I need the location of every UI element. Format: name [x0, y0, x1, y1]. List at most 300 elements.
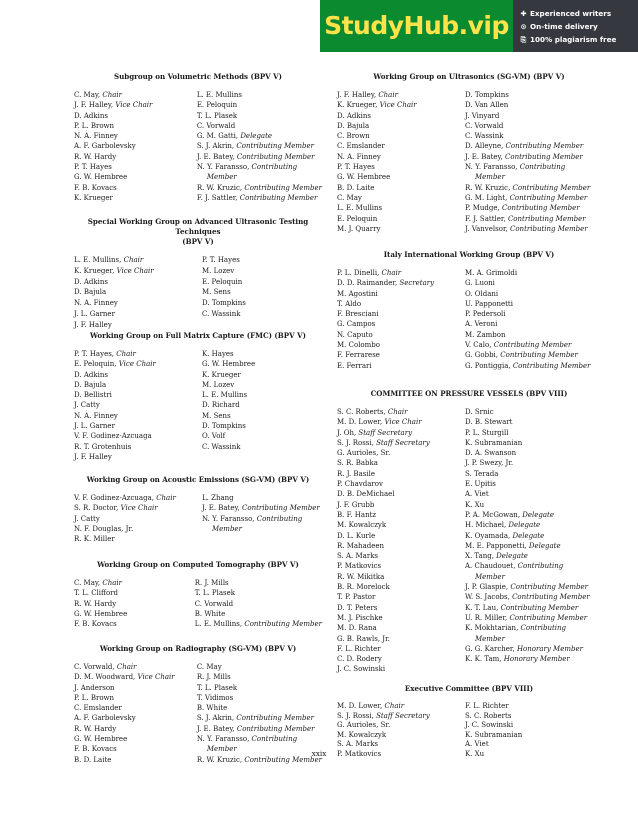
member-entry — [465, 361, 590, 371]
member-entry — [337, 193, 465, 203]
member-name: J. F. Halley — [74, 452, 112, 461]
member-entry — [74, 493, 202, 503]
member-name: J. F. Grubb — [337, 500, 375, 509]
member-name: M. Sens — [202, 411, 231, 420]
member-role: Member — [475, 634, 505, 643]
member-entry — [197, 734, 322, 744]
member-name: D. Tompkins — [202, 299, 246, 308]
member-role: Contributing Member — [236, 142, 315, 151]
member-name: G. Gobbi, — [465, 351, 501, 360]
section-ultrasonics — [337, 72, 601, 234]
member-name: C. Emslander — [74, 704, 122, 713]
member-entry — [74, 370, 202, 380]
member-name: S. R. Babka — [337, 459, 378, 468]
member-entry — [202, 359, 255, 369]
member-entry — [465, 438, 590, 448]
member-name: L. E. Mullins — [202, 391, 248, 400]
member-entry — [74, 111, 197, 121]
member-entry — [197, 713, 322, 723]
member-entry — [465, 417, 590, 427]
member-entry — [337, 361, 465, 371]
member-role: Delegate — [496, 552, 528, 561]
member-entry — [197, 683, 322, 693]
member-name: M. Lozev — [202, 380, 235, 389]
member-entry — [337, 289, 465, 299]
member-entry — [202, 349, 255, 359]
member-name: M. J. Quarry — [337, 224, 381, 233]
feature-plagiarism-free — [519, 35, 638, 45]
member-name: V. Calo, — [465, 341, 494, 350]
member-entry — [337, 531, 465, 541]
member-name: F. Bresciani — [337, 310, 379, 319]
member-name: T. L. Clifford — [74, 589, 119, 598]
member-entry — [74, 183, 197, 193]
member-role: Contributing Member — [500, 351, 578, 360]
member-name: J. F. Halley, — [74, 101, 116, 110]
member-entry — [465, 582, 590, 592]
member-name: C. Wassink — [202, 309, 241, 318]
member-entry — [337, 407, 465, 417]
member-role: Contributing Member — [493, 341, 572, 350]
member-role: Vice Chair — [384, 418, 422, 427]
member-entry — [337, 654, 465, 664]
member-entry — [74, 390, 202, 400]
member-role: Contributing Member — [512, 183, 591, 192]
member-name: R. T. Grotenhuis — [74, 442, 132, 451]
member-entry — [465, 500, 590, 510]
member-name: G. G. Karcher, — [465, 644, 517, 653]
member-name: G. B. Rawls, Jr. — [337, 634, 390, 643]
member-entry — [197, 662, 322, 672]
member-entry — [465, 90, 590, 100]
member-name: P. A. McGowan, — [465, 510, 523, 519]
member-name: T. Vidimos — [196, 693, 234, 702]
member-entry — [465, 448, 590, 458]
member-name: D. B. DeMichael — [337, 490, 395, 499]
member-name: R. K. Miller — [74, 535, 115, 544]
member-entry — [465, 214, 590, 224]
member-entry — [197, 141, 322, 151]
member-entry — [74, 131, 197, 141]
member-name: P. Matkovics — [337, 749, 382, 758]
member-name: M. Sens — [202, 288, 231, 297]
member-entry — [337, 603, 465, 613]
member-role: Contributing Member — [236, 724, 315, 733]
member-entry — [337, 489, 465, 499]
member-entry — [337, 520, 465, 530]
member-entry — [337, 417, 465, 427]
member-entry — [465, 330, 590, 340]
member-name: E. Upitis — [465, 480, 496, 489]
member-name: K. Krueger, — [74, 266, 117, 275]
member-entry — [74, 298, 202, 309]
member-entry — [74, 90, 197, 100]
member-name: F. B. Kovacs — [74, 745, 117, 754]
member-entry — [202, 493, 320, 503]
member-entry — [465, 121, 590, 131]
member-role: Delegate — [512, 531, 545, 540]
member-name: J. Catty — [74, 401, 100, 410]
member-entry — [465, 193, 590, 203]
member-entry — [202, 277, 246, 288]
member-name: K. Krueger — [74, 193, 113, 202]
member-name: R. W. Mikitka — [337, 572, 385, 581]
member-role: Delegate — [528, 541, 561, 550]
member-entry — [74, 724, 197, 734]
member-entry — [465, 721, 522, 731]
member-role: Contributing — [520, 624, 567, 633]
member-name: J. E. Batey, — [196, 724, 237, 733]
member-entry — [74, 672, 197, 682]
member-entry — [74, 141, 197, 151]
member-name: G. W. Hembree — [337, 173, 391, 182]
member-role: Vice Chair — [120, 504, 158, 513]
member-entry — [202, 255, 246, 266]
member-name: M. Kowalczyk — [337, 730, 387, 739]
member-entry — [74, 734, 197, 744]
member-column-2 — [202, 493, 320, 544]
member-entry — [465, 428, 590, 438]
member-role: Contributing — [519, 163, 566, 172]
member-entry — [74, 524, 202, 534]
member-name: C. May — [196, 663, 222, 671]
member-name: C. D. Rodery — [337, 655, 382, 664]
member-entry — [74, 431, 202, 441]
member-entry — [337, 664, 465, 674]
member-name: S. R. Doctor, — [74, 504, 121, 513]
member-name: U. R. Miller, — [465, 613, 510, 622]
member-role: Contributing Member — [509, 193, 588, 202]
member-entry — [465, 152, 590, 162]
member-entry — [465, 731, 522, 741]
member-name: S. Terada — [465, 469, 499, 478]
member-name: B. R. Morelock — [337, 583, 390, 592]
member-name: P. L. Brown — [74, 693, 115, 702]
section-title: Working Group on Acoustic Emissions (SG-VM) (BPV V) — [86, 475, 310, 484]
member-role: Contributing Member — [512, 361, 591, 370]
member-entry — [74, 442, 202, 452]
member-name: T. L. Plasek — [194, 589, 236, 598]
member-role: Chair — [387, 408, 408, 416]
member-role: Chair — [116, 663, 137, 671]
member-name: M. Agostini — [337, 289, 378, 298]
member-entry — [202, 370, 255, 380]
member-entry — [74, 152, 197, 162]
member-name: K. Krueger — [202, 370, 241, 379]
member-name: K. T. Lau, — [465, 603, 501, 612]
member-role: Vice Chair — [116, 266, 154, 275]
member-name: C. May, — [74, 91, 103, 99]
member-name: P. L. Sturgill — [465, 428, 509, 437]
member-role: Honorary Member — [516, 644, 583, 653]
section-volumetric-methods — [74, 72, 322, 203]
member-name: N. A. Finney — [337, 152, 381, 161]
member-entry — [337, 90, 465, 100]
member-entry — [195, 599, 322, 609]
member-entry — [337, 183, 465, 193]
member-column-1 — [74, 90, 197, 203]
member-entry — [337, 268, 465, 278]
section-italy-international — [337, 250, 601, 371]
member-entry — [465, 141, 590, 151]
section-acoustic-emissions — [74, 475, 322, 544]
feature-label: On-time delivery — [530, 22, 598, 31]
member-name: S. J. Rossi, — [337, 711, 377, 720]
section-radiography — [74, 644, 322, 765]
member-name: N. Y. Faransso, — [196, 735, 252, 744]
member-entry — [197, 672, 322, 682]
member-role: Contributing Member — [500, 603, 579, 612]
member-name: F. B. Kovacs — [74, 620, 117, 629]
member-role: Contributing — [251, 735, 298, 744]
member-entry — [465, 299, 590, 309]
member-role: Contributing Member — [244, 620, 322, 629]
member-role: Vice Chair — [115, 101, 153, 110]
member-name: K. Hayes — [202, 350, 234, 358]
member-name: F. Ferrarese — [337, 351, 380, 360]
member-entry — [74, 193, 197, 203]
member-name: G. Campos — [337, 320, 376, 329]
member-entry — [74, 100, 197, 110]
member-entry — [74, 162, 197, 172]
member-name: D. Bellistri — [74, 391, 112, 400]
member-entry — [337, 299, 465, 309]
member-name: R. J. Mills — [194, 579, 229, 587]
section-title: Working Group on Full Matrix Capture (FMC) (BPV V) — [90, 331, 306, 340]
member-name: J. L. Garner — [74, 309, 115, 318]
member-entry — [337, 121, 465, 131]
member-name: V. F. Godinez-Azcuaga — [74, 432, 152, 441]
member-name: J. L. Garner — [74, 422, 115, 431]
member-name: P. T. Hayes — [337, 163, 375, 172]
member-entry — [337, 350, 465, 360]
member-name: M. E. Papponetti, — [465, 541, 529, 550]
member-role: Staff Secretary — [376, 438, 430, 447]
member-entry — [337, 623, 465, 633]
member-name: J. Oh, — [337, 428, 359, 437]
member-name: P. Mudge, — [465, 204, 502, 213]
member-entry — [465, 592, 590, 602]
member-entry — [465, 510, 590, 520]
member-column-2 — [202, 255, 246, 331]
member-name: T. Aldo — [337, 299, 362, 308]
member-name: M. J. Pischke — [337, 613, 383, 622]
member-name: A. Chaudouet, — [465, 562, 518, 571]
member-role: Staff Secretary — [376, 711, 430, 720]
member-entry — [74, 380, 202, 390]
member-role: Contributing Member — [509, 613, 588, 622]
member-name: E. Peloquin — [196, 101, 238, 110]
member-entry — [197, 100, 322, 110]
member-name: O. Volf — [202, 432, 226, 441]
member-entry — [197, 724, 322, 734]
member-role: Contributing Member — [239, 193, 318, 202]
member-entry — [337, 131, 465, 141]
member-column-1 — [74, 493, 202, 544]
member-name: J. Catty — [74, 514, 100, 523]
member-entry — [337, 111, 465, 121]
member-entry — [74, 693, 197, 703]
member-name: J. C. Sowinski — [465, 721, 514, 730]
member-name: D. Bajula — [74, 288, 107, 297]
member-role: Chair — [381, 269, 402, 277]
member-entry — [337, 438, 465, 448]
member-role: Chair — [378, 91, 398, 99]
member-role: Chair — [384, 702, 405, 710]
section-computed-tomography — [74, 560, 322, 629]
section-title: Working Group on Computed Tomography (BPV V) — [97, 560, 299, 569]
ad-banner[interactable] — [320, 0, 638, 52]
member-role: Vice Chair — [379, 101, 417, 110]
member-entry — [465, 309, 590, 319]
member-entry — [337, 330, 465, 340]
member-role: Contributing Member — [505, 142, 584, 151]
member-column-1 — [337, 407, 465, 675]
member-name: A. Viet — [465, 490, 489, 499]
member-name: D. Adkins — [74, 111, 108, 120]
member-name: S. A. Marks — [337, 552, 379, 561]
member-entry — [337, 592, 465, 602]
member-name: N. A. Finney — [74, 132, 118, 141]
member-entry — [337, 613, 465, 623]
member-entry — [337, 721, 465, 731]
member-name: S. C. Roberts — [465, 711, 512, 720]
member-entry — [465, 183, 590, 193]
member-name: D. Alleyne, — [465, 142, 506, 151]
member-name: E. Peloquin, — [74, 360, 119, 369]
member-entry — [337, 561, 465, 571]
member-name: G. Pontiggia, — [465, 361, 513, 370]
member-entry — [465, 561, 590, 571]
member-name: D. Richard — [202, 401, 240, 410]
pen-icon: ✚ — [520, 9, 527, 18]
member-name: V. F. Godinez-Azcuaga, — [74, 494, 157, 502]
member-role: Member — [206, 173, 237, 182]
member-name: M. Lozev — [202, 266, 235, 275]
member-entry — [197, 131, 322, 141]
member-entry — [74, 578, 195, 588]
section-title: Subgroup on Volumetric Methods (BPV V) — [113, 72, 283, 81]
member-name: M. Zambon — [465, 330, 506, 339]
member-entry — [337, 702, 465, 712]
member-name: N. Caputo — [337, 330, 373, 339]
member-entry — [465, 634, 590, 644]
member-name: F. J. Sattler, — [196, 193, 240, 202]
member-role: Chair — [116, 350, 136, 358]
member-entry — [337, 141, 465, 151]
member-name: S. J. Akrin, — [196, 714, 237, 723]
member-entry — [465, 162, 590, 172]
member-name: E. Peloquin — [202, 277, 243, 286]
member-entry — [337, 458, 465, 468]
member-name: G. Aurioles, Sr. — [337, 449, 391, 458]
member-entry — [337, 224, 465, 234]
member-name: C. Emslander — [337, 142, 385, 151]
member-name: G. Aurioles, Sr. — [337, 721, 391, 730]
member-entry — [202, 421, 255, 431]
member-entry — [337, 551, 465, 561]
member-entry — [465, 712, 522, 722]
member-entry — [465, 603, 590, 613]
member-entry — [74, 277, 202, 288]
member-entry — [337, 510, 465, 520]
member-name: D. Adkins — [337, 111, 371, 120]
member-name: M. D. Rana — [337, 624, 377, 633]
member-name: A. Veroni — [465, 320, 498, 329]
member-role: Honorary Member — [503, 655, 570, 664]
member-name: U. Papponetti — [465, 299, 513, 308]
section-title: Special Working Group on Advanced Ultrasonic Testing Techniques — [87, 217, 309, 236]
member-name: J. P. Glaspie, — [465, 583, 511, 592]
member-role: Secretary — [399, 279, 435, 288]
member-column-2 — [465, 90, 590, 234]
member-entry — [465, 654, 590, 664]
member-name: L. E. Mullins — [196, 91, 242, 99]
member-column-1 — [337, 268, 465, 371]
member-name: E. Ferrari — [337, 361, 372, 370]
member-entry — [465, 702, 522, 712]
member-entry — [74, 619, 195, 629]
member-name: J. Vanvelsor, — [465, 224, 510, 233]
member-entry — [337, 152, 465, 162]
member-entry — [74, 411, 202, 421]
member-entry — [465, 131, 590, 141]
member-column-2 — [465, 407, 590, 675]
member-name: E. Peloquin — [337, 214, 378, 223]
member-entry — [465, 489, 590, 499]
member-role: Chair — [156, 494, 176, 502]
member-name: T. L. Plasek — [196, 683, 238, 692]
member-entry — [465, 613, 590, 623]
member-name: D. Adkins — [74, 277, 108, 286]
member-entry — [74, 703, 197, 713]
studyhub-logo[interactable]: StudyHub.vip — [320, 0, 513, 52]
member-role: Delegate — [508, 521, 541, 530]
member-entry — [465, 203, 590, 213]
member-name: R. Mahadeen — [337, 541, 385, 550]
member-name: M. D. Lower, — [337, 702, 385, 710]
member-role: Member — [206, 745, 237, 754]
member-name: L. E. Mullins, — [194, 620, 245, 629]
feature-label: 100% plagiarism free — [530, 35, 617, 44]
member-name: F. L. Richter — [465, 702, 509, 710]
member-name: K. K. Tam, — [465, 655, 504, 664]
member-entry — [337, 448, 465, 458]
member-name: J. F. Halley — [74, 320, 112, 329]
member-role: Member — [475, 572, 505, 581]
member-entry — [197, 703, 322, 713]
member-entry — [197, 193, 322, 203]
member-name: B. D. Laite — [337, 183, 375, 192]
member-column-1 — [74, 255, 202, 331]
member-entry — [465, 350, 590, 360]
member-name: F. L. Richter — [337, 644, 381, 653]
member-role: Vice Chair — [137, 673, 175, 682]
member-column-2 — [465, 268, 590, 371]
member-name: S. C. Roberts, — [337, 408, 388, 416]
member-name: C. Wassink — [202, 442, 241, 451]
member-name: K. Mokhtarian, — [465, 624, 521, 633]
member-name: N. A. Finney — [74, 411, 118, 420]
member-entry — [74, 266, 202, 277]
member-entry — [337, 644, 465, 654]
member-entry — [74, 121, 197, 131]
member-name: C. Vorwald — [194, 599, 234, 608]
member-entry — [337, 469, 465, 479]
member-entry — [465, 551, 590, 561]
member-name: P. L. Dinelli, — [337, 269, 382, 277]
member-role: Chair — [102, 91, 122, 99]
